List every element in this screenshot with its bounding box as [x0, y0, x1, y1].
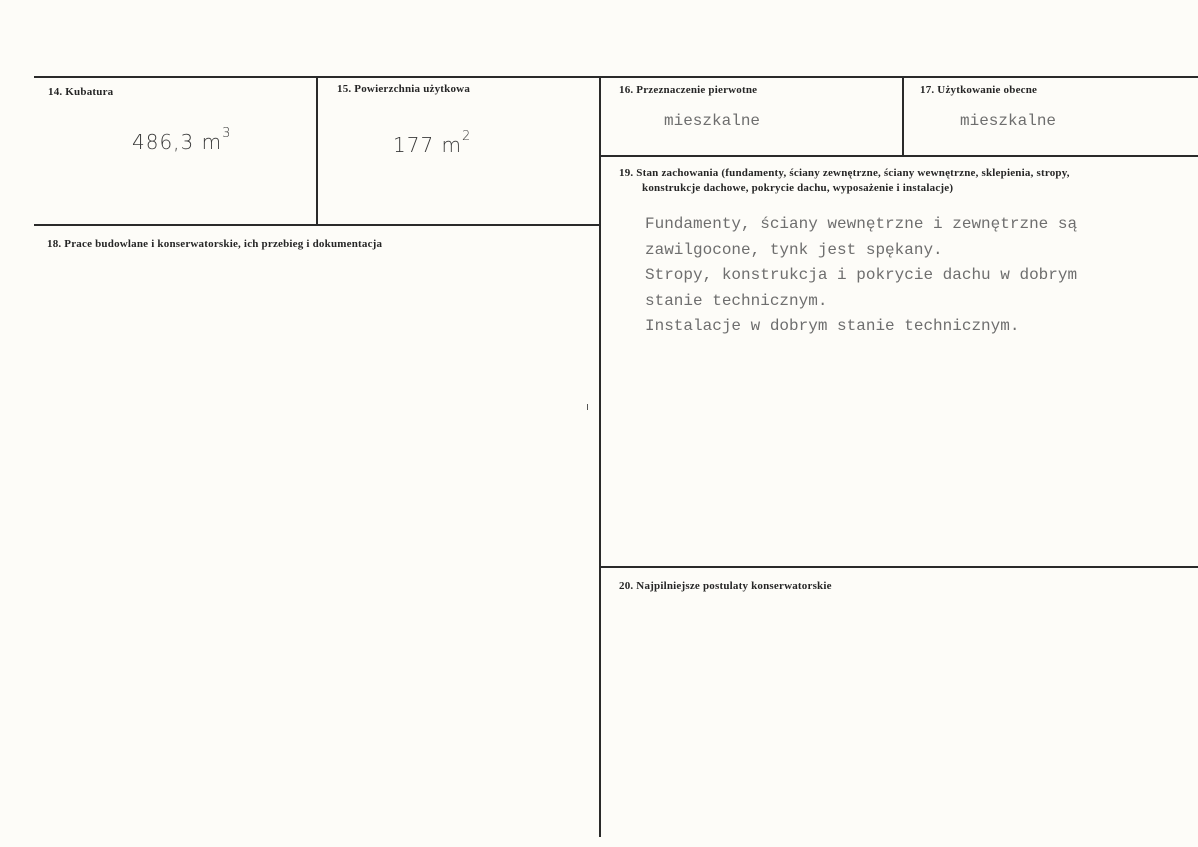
- field-14-number: 486,3: [132, 130, 195, 154]
- right-top-rule: [600, 155, 1198, 157]
- field-19-line: zawilgocone, tynk jest spękany.: [645, 240, 943, 259]
- field-15-label: 15. Powierzchnia użytkowa: [337, 83, 471, 95]
- field-19-label-line2: konstrukcje dachowe, pokrycie dachu, wyposażenie i instalacje): [642, 182, 954, 194]
- field-19-text: [645, 212, 1077, 340]
- field-19-line: stanie technicznym.: [645, 291, 828, 310]
- field-16-value: mieszkalne: [664, 112, 761, 130]
- field-14-unit: m: [201, 130, 223, 154]
- field-15-number: 177: [393, 133, 435, 157]
- field-16-label: 16. Przeznaczenie pierwotne: [619, 84, 758, 96]
- field-14-label: 14. Kubatura: [48, 86, 114, 98]
- field-15-value: [393, 129, 472, 157]
- field-14-value: [132, 126, 232, 154]
- field-18-label: 18. Prace budowlane i konserwatorskie, ich przebieg i dokumentacja: [47, 238, 383, 250]
- right-middle-rule: [600, 566, 1198, 568]
- field-15-unit: m: [441, 133, 463, 157]
- divider-16-17: [902, 76, 904, 156]
- field-20-label: 20. Najpilniejsze postulaty konserwatorskie: [619, 580, 832, 592]
- field-14-exponent: 3: [222, 126, 232, 142]
- top-rule: [34, 76, 1198, 78]
- field-19-line: Instalacje w dobrym stanie technicznym.: [645, 317, 1020, 335]
- divider-main: [599, 76, 601, 837]
- field-17-value: mieszkalne: [960, 112, 1057, 130]
- field-19-line: Stropy, konstrukcja i pokrycie dachu w dobrym: [645, 266, 1078, 284]
- field-19-label-line1: 19. Stan zachowania (fundamenty, ściany zewnętrzne, ściany wewnętrzne, sklepienia, stropy,: [619, 167, 1070, 179]
- field-15-exponent: 2: [462, 129, 472, 145]
- field-19-line: Fundamenty, ściany wewnętrzne i zewnętrzne są: [645, 215, 1078, 233]
- field-17-label: 17. Użytkowanie obecne: [920, 84, 1038, 96]
- tick-mark: [587, 404, 588, 410]
- divider-14-15: [316, 76, 318, 225]
